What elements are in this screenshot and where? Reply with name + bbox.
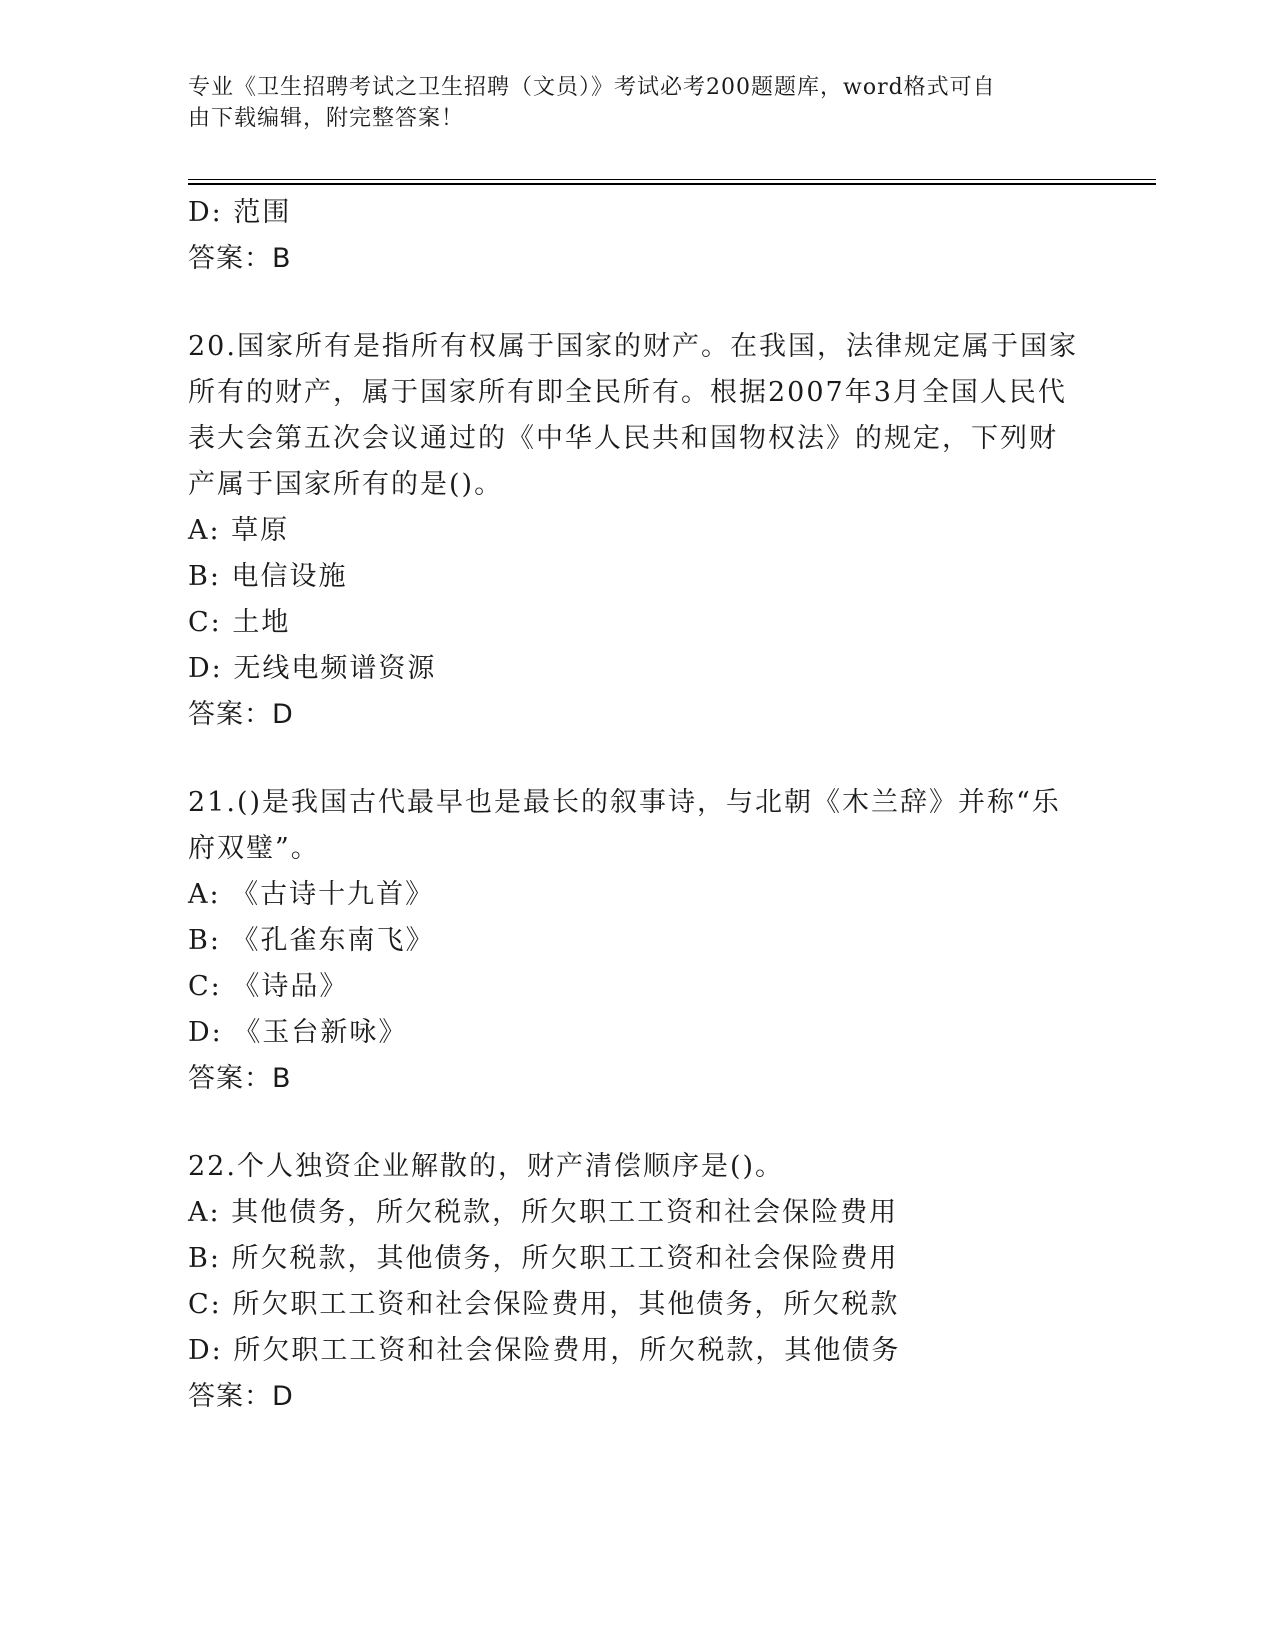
answer-line: 答案：B: [188, 243, 292, 274]
option-b: B: 电信设施: [188, 561, 348, 592]
question-22: [188, 1144, 1088, 1420]
page-header: [188, 72, 1068, 134]
option-a: A: 草原: [188, 515, 290, 546]
option-c: C: 所欠职工工资和社会保险费用，其他债务，所欠税款: [188, 1289, 900, 1320]
question-20: [188, 324, 1088, 738]
question-stem: [188, 324, 1088, 508]
header-line-1: 专业《卫生招聘考试之卫生招聘（文员）》考试必考200题题库，word格式可自: [188, 75, 996, 100]
stem-line: 府双璧”。: [188, 833, 320, 864]
stem-line: 20.国家所有是指所有权属于国家的财产。在我国，法律规定属于国家: [188, 331, 1078, 362]
option-a: A: 其他债务，所欠税款，所欠职工工资和社会保险费用: [188, 1197, 899, 1228]
stem-line: 21.()是我国古代最早也是最长的叙事诗，与北朝《木兰辞》并称“乐: [188, 787, 1061, 818]
option-c: C: 《诗品》: [188, 971, 349, 1002]
spacer: [188, 1102, 1088, 1144]
option-c: C: 土地: [188, 607, 291, 638]
stem-line: 产属于国家所有的是()。: [188, 469, 504, 500]
option-d: D: 范围: [188, 197, 292, 228]
answer-line: 答案：D: [188, 1381, 294, 1412]
option-d: D: 所欠职工工资和社会保险费用，所欠税款，其他债务: [188, 1335, 901, 1366]
spacer: [188, 282, 1088, 324]
option-b: B: 所欠税款，其他债务，所欠职工工资和社会保险费用: [188, 1243, 899, 1274]
question-stem: [188, 1144, 1088, 1190]
answer-line: 答案：B: [188, 1063, 292, 1094]
option-d: D: 《玉台新咏》: [188, 1017, 408, 1048]
header-rule-thick: [188, 183, 1156, 185]
option-a: A: 《古诗十九首》: [188, 879, 435, 910]
header-rule-thin: [188, 179, 1156, 180]
spacer: [188, 738, 1088, 780]
question-stem: [188, 780, 1088, 872]
option-d: D: 无线电频谱资源: [188, 653, 437, 684]
question-21: [188, 780, 1088, 1102]
document-body: [188, 190, 1088, 1420]
stem-line: 表大会第五次会议通过的《中华人民共和国物权法》的规定，下列财: [188, 423, 1058, 454]
stem-line: 22.个人独资企业解散的，财产清偿顺序是()。: [188, 1151, 785, 1182]
option-b: B: 《孔雀东南飞》: [188, 925, 435, 956]
previous-question-tail: [188, 190, 1088, 282]
answer-line: 答案：D: [188, 699, 294, 730]
header-line-2: 由下载编辑，附完整答案！: [188, 106, 465, 131]
stem-line: 所有的财产，属于国家所有即全民所有。根据2007年3月全国人民代: [188, 377, 1067, 408]
